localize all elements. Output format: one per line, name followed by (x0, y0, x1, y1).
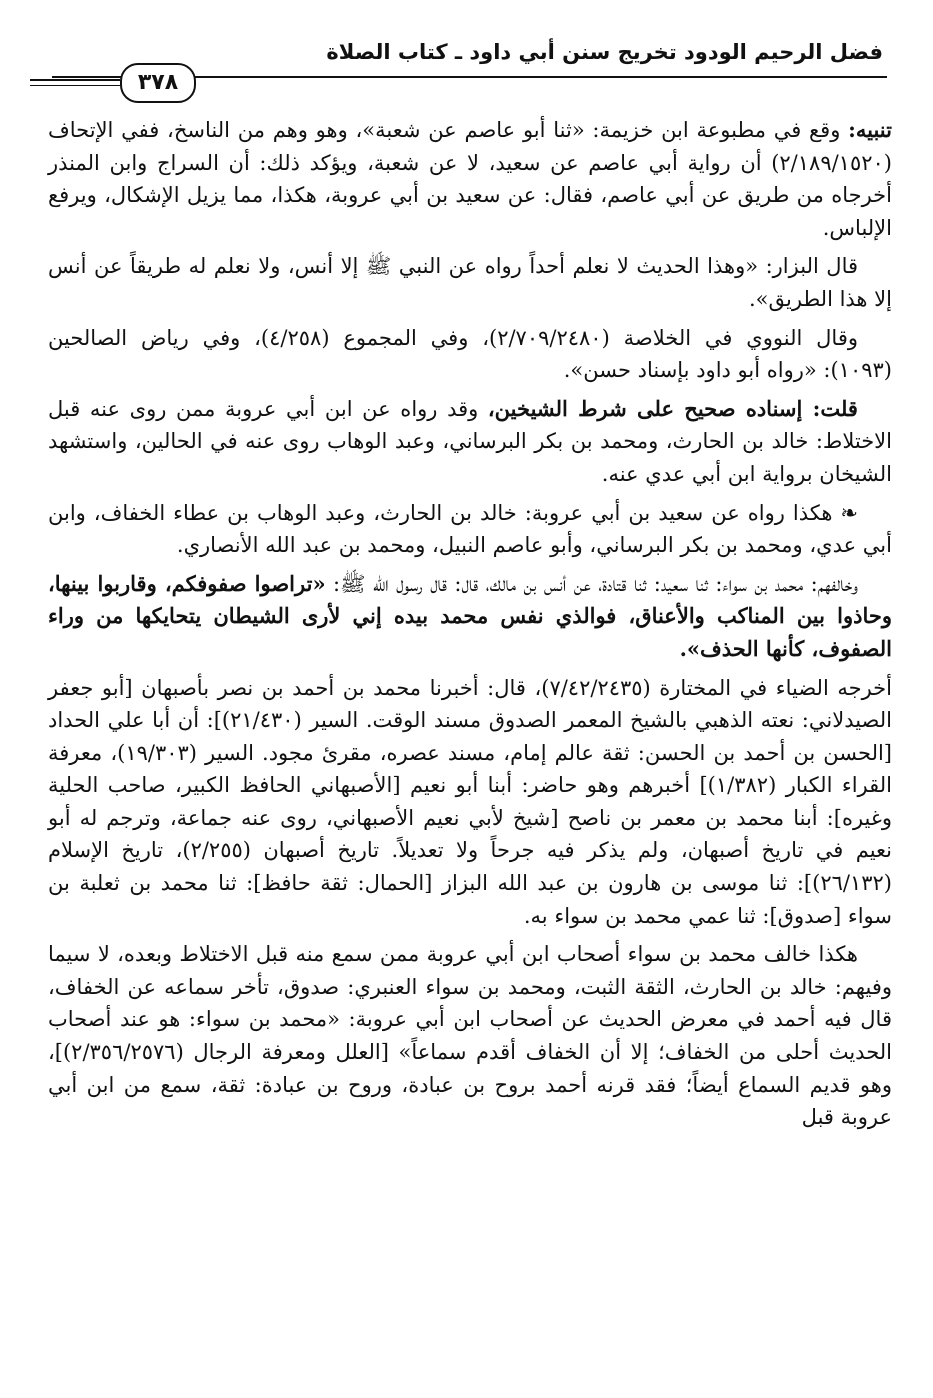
paragraph-takhrij (48, 672, 892, 933)
paragraph-text: وقع في مطبوعة ابن خزيمة: «ثنا أبو عاصم عن شعبة»، وهو وهم من الناسخ، ففي الإتحاف (٢/١٨٩/١٥٢٠) أن رواية أبي عاصم عن سعيد، لا عن شعبة، ويؤكد ذلك: أن السراج وابن المنذر أخرجاه من طريق عن أبي عاصم، فقال: عن سعيد بن أبي عروبة، هكذا، مما يزيل الإشكال، ويرفع الإلباس. (48, 118, 892, 240)
paragraph-text: ❧ هكذا رواه عن سعيد بن أبي عروبة: خالد بن الحارث، وعبد الوهاب بن عطاء الخفاف، وابن أبي عدي، ومحمد بن بكر البرساني، وأبو عاصم النبيل، ومحمد بن عبد الله الأنصاري. (48, 500, 892, 558)
paragraph-qultu (48, 393, 892, 491)
paragraph-nawawi (48, 322, 892, 387)
paragraph-text: أخرجه الضياء في المختارة (٧/٤٢/٢٤٣٥)، قال: أخبرنا محمد بن أحمد بن نصر بأصبهان [أبو جعفر الصيدلاني: نعته الذهبي بالشيخ المعمر الصدوق مسند الوقت. السير (٢١/٤٣٠)]: أن أبا علي الحداد [الحسن بن أحمد بن الحسن: ثقة عالم إمام، مسند عصره، مقرئ مجود. السير (١٩/٣٠٣)، معرفة القراء الكبار (١/٣٨٢)] أخبرهم وهو حاضر: أبنا أبو نعيم [الأصبهاني الحافظ الكبير، صاحب الحلية وغيره]: أبنا محمد بن معمر بن ناصح [شيخ لأبي نعيم الأصبهاني، روى عنه جماعة، وترجم له أبو نعيم في تاريخ أصبهان، ولم يذكر فيه جرحاً ولا تعديلاً. تاريخ أصبهان (٢/٢٥٥)، تاريخ الإسلام (٢٦/١٣٢)]: ثنا موسى بن هارون بن عبد الله البزاز [الحمال: ثقة حافظ]: ثنا محمد بن ثعلبة بن سواء [صدوق]: ثنا عمي محمد بن سواء به. (48, 675, 893, 928)
paragraph-text: وقد رواه عن ابن أبي عروبة ممن روى عنه قبل الاختلاط: خالد بن الحارث، ومحمد بن بكر البرساني، وعبد الوهاب روى عنه في الحالين، واستشهد الشيخان برواية ابن أبي عدي عنه. (48, 396, 892, 486)
paragraph-riwaya (48, 497, 892, 562)
page-number-rule-left (30, 79, 120, 81)
paragraph-lead: قلت: إسناده صحيح على شرط الشيخين، (487, 395, 858, 421)
paragraph-discussion (48, 938, 892, 1134)
paragraph-khalafahum (48, 568, 892, 666)
page-number: ٣٧٨ (120, 63, 196, 103)
paragraph-text: وخالفهم: محمد بن سواء: ثنا سعيد: ثنا قتادة، عن أنس بن مالك، قال: قال رسول الله ﷺ: (325, 571, 859, 596)
paragraph-bazzar (48, 250, 892, 315)
paragraph-text: هكذا خالف محمد بن سواء أصحاب ابن أبي عروبة ممن سمع منه قبل الاختلاط وبعده، لا سيما وفيهم: خالد بن الحارث، الثقة الثبت، ومحمد بن سواء العنبري: صدوق، تأخر سماعه عن الخفاف، قال فيه أحمد في معرض الحديث عن أصحاب ابن أبي عروبة: «محمد بن سواء: هو عند أصحاب الحديث أحلى من الخفاف؛ إلا أن الخفاف أقدم سماعاً» [العلل ومعرفة الرجال (٢/٣٥٦/٢٥٧٦)]، وهو قديم السماع أيضاً؛ فقد قرنه أحمد بروح بن عبادة، وروح بن عبادة: ثقة، سمع من ابن أبي عروبة قبل (48, 942, 892, 1130)
paragraph-text: قال البزار: «وهذا الحديث لا نعلم أحداً رواه عن النبي ﷺ إلا أنس، ولا نعلم له طريقاً عن أنس إلا هذا الطريق». (48, 254, 892, 311)
page-number-rule-left-thin (30, 85, 120, 86)
paragraph-lead: تنبيه: (848, 117, 892, 142)
paragraph-text: وقال النووي في الخلاصة (٢/٧٠٩/٢٤٨٠)، وفي المجموع (٤/٢٥٨)، وفي رياض الصالحين (١٠٩٣): «رواه أبو داود بإسناد حسن». (48, 325, 892, 383)
running-header-title: فضل الرحيم الودود تخريج سنن أبي داود ـ كتاب الصلاة (326, 40, 883, 64)
hadith-text: «تراصوا صفوفكم، وقاربوا بينها، وحاذوا بين المناكب والأعناق، فوالذي نفس محمد بيده إني لأرى الشيطان يتحايكها من وراء الصفوف، كأنها الحذف». (48, 570, 892, 661)
page-body (48, 114, 892, 1140)
paragraph-tanbih (48, 114, 892, 244)
